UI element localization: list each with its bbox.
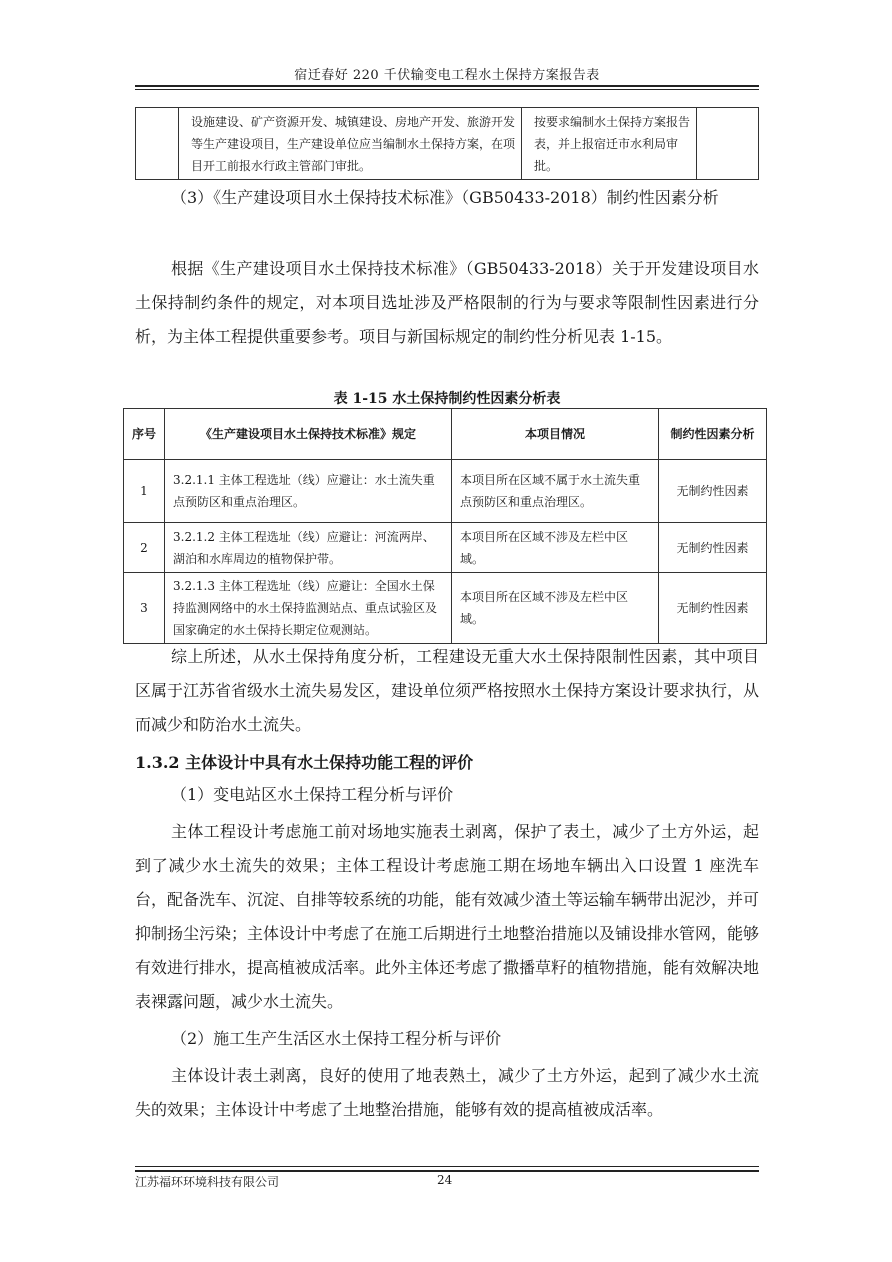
row-analysis: 无制约性因素: [659, 573, 767, 644]
paragraph: 综上所述，从水土保持角度分析，工程建设无重大水土保持限制性因素，其中项目区属于江苏省省级水土流失易发区，建设单位须严格按照水土保持方案设计要求执行，从而减少和防治水土流失。: [135, 647, 760, 734]
row-standard: 3.2.1.3 主体工程选址（线）应避让：全国水土保持监测网络中的水土保持监测站点、重点试验区及国家确定的水土保持长期定位观测站。: [165, 573, 452, 644]
paragraph: 根据《生产建设项目水土保持技术标准》（GB50433-2018）关于开发建设项目水土保持制约条件的规定，对本项目选址涉及严格限制的行为与要求等限制性因素进行分析，为主体工程提供重要参考。项目与新国标规定的制约性分析见表 1-15。: [135, 259, 759, 346]
table-header-row: [124, 409, 767, 460]
page-header-title: 宿迁春好 220 千伏输变电工程水土保持方案报告表: [294, 68, 600, 83]
header-rule-thin: [135, 89, 759, 90]
table-cell-empty: [136, 108, 179, 180]
row-analysis: 无制约性因素: [659, 460, 767, 523]
header-analysis: 制约性因素分析: [659, 409, 767, 460]
footer-rule: [135, 1170, 759, 1172]
paragraph: （3）《生产建设项目水土保持技术标准》（GB50433-2018）制约性因素分析: [171, 188, 719, 207]
row-standard: 3.2.1.1 主体工程选址（线）应避让：水土流失重点预防区和重点治理区。: [165, 460, 452, 523]
row-no: 2: [124, 523, 165, 573]
section-heading: 1.3.2 主体设计中具有水土保持功能工程的评价: [135, 753, 474, 772]
paragraph: 主体设计表土剥离，良好的使用了地表熟土，减少了土方外运，起到了减少水土流失的效果；主体设计中考虑了土地整治措施，能够有效的提高植被成活率。: [135, 1066, 759, 1119]
row-no: 3: [124, 573, 165, 644]
continued-table: [135, 107, 759, 180]
page-number: 24: [437, 1173, 453, 1187]
row-situation: 本项目所在区域不属于水土流失重点预防区和重点治理区。: [452, 460, 659, 523]
paragraph: （1）变电站区水土保持工程分析与评价: [171, 785, 454, 804]
footer-company: 江苏福环环境科技有限公司: [135, 1175, 280, 1189]
table-cell-content: 设施建设、矿产资源开发、城镇建设、房地产开发、旅游开发等生产建设项目，生产建设单位应当编制水土保持方案，在项目开工前报水行政主管部门审批。: [179, 108, 522, 180]
table-row: [124, 460, 767, 523]
row-analysis: 无制约性因素: [659, 523, 767, 573]
row-situation: 本项目所在区域不涉及左栏中区域。: [452, 573, 659, 644]
paragraph: （2）施工生产生活区水土保持工程分析与评价: [171, 1029, 502, 1048]
paragraph: 主体工程设计考虑施工前对场地实施表土剥离，保护了表土，减少了土方外运，起到了减少水土流失的效果；主体工程设计考虑施工期在场地车辆出入口设置 1 座洗车台，配备洗车、沉淀、自排等较系统的功能，能有效减少渣土等运输车辆带出泥沙，并可抑制扬尘污染；主体设计中考虑了在施工后期进行土地整治措施以及铺设排水管网，能够有效进行排水，提高植被成活率。此外主体还考虑了撒播草籽的植物措施，能有效解决地表裸露问题，减少水土流失。: [135, 822, 760, 1011]
constraint-analysis-table: [123, 408, 767, 644]
table-row: [124, 523, 767, 573]
table-cell-empty: [697, 108, 759, 180]
footer-rule-thin: [135, 1166, 759, 1167]
row-standard: 3.2.1.2 主体工程选址（线）应避让：河流两岸、湖泊和水库周边的植物保护带。: [165, 523, 452, 573]
header-no: 序号: [124, 409, 165, 460]
header-situation: 本项目情况: [452, 409, 659, 460]
table-row: [124, 573, 767, 644]
header-standard: 《生产建设项目水土保持技术标准》规定: [165, 409, 452, 460]
header-rule: [135, 85, 759, 87]
table-row: [136, 108, 759, 180]
row-situation: 本项目所在区域不涉及左栏中区域。: [452, 523, 659, 573]
row-no: 1: [124, 460, 165, 523]
table-caption: 表 1-15 水土保持制约性因素分析表: [333, 391, 561, 407]
table-cell-situation: 按要求编制水土保持方案报告表，并上报宿迁市水利局审批。: [522, 108, 697, 180]
